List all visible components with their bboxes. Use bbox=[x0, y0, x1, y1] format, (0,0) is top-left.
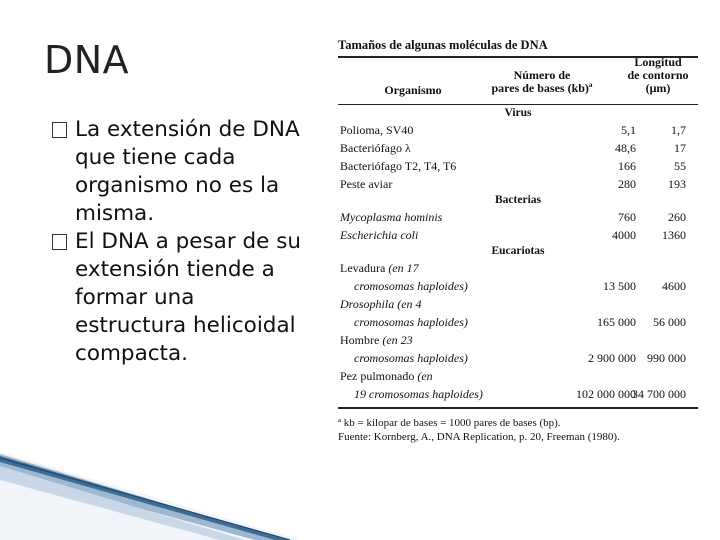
table-bottom-rule bbox=[338, 407, 698, 409]
bases-cell: 5,1 bbox=[621, 123, 636, 137]
bases-cell: 280 bbox=[618, 177, 636, 191]
table-row bbox=[338, 313, 698, 331]
table-row bbox=[338, 295, 698, 313]
table-header bbox=[338, 55, 698, 105]
length-cell: 193 bbox=[668, 177, 686, 191]
length-cell: 34 700 000 bbox=[632, 387, 686, 401]
length-cell: 260 bbox=[668, 210, 686, 224]
bullet-item bbox=[52, 228, 302, 368]
slide-title: DNA bbox=[44, 38, 130, 82]
bullet-text: La extensión de DNA que tiene cada organismo no es la misma. bbox=[75, 117, 300, 226]
header-length-line3: (μm) bbox=[645, 81, 671, 95]
organism-cell: Peste aviar bbox=[340, 177, 393, 191]
length-cell: 17 bbox=[674, 141, 686, 155]
footnote-text: ª kb = kilopar de bases = 1000 pares de bases (bp). bbox=[338, 417, 561, 429]
table-row bbox=[338, 349, 698, 367]
bases-cell: 2 900 000 bbox=[588, 351, 636, 365]
table-footnote bbox=[338, 416, 698, 444]
bases-cell: 102 000 000 bbox=[576, 387, 636, 401]
organism-cell: Bacteriófago T2, T4, T6 bbox=[340, 159, 457, 173]
header-length-line1: Longitud bbox=[634, 55, 682, 69]
bases-cell: 13 500 bbox=[603, 279, 636, 293]
table-title: Tamaños de algunas moléculas de DNA bbox=[338, 38, 698, 58]
length-cell: 1360 bbox=[662, 228, 686, 242]
source-text: Fuente: Kornberg, A., DNA Replication, p. 20, Freeman (1980). bbox=[338, 431, 620, 443]
organism-name: Hombre bbox=[340, 333, 380, 347]
group-label-eukaryotes: Eucariotas bbox=[491, 245, 545, 257]
header-length-line2: de contorno bbox=[627, 68, 689, 82]
table-row bbox=[338, 139, 698, 157]
organism-note-line2: cromosomas haploides) bbox=[354, 351, 468, 365]
table-row bbox=[338, 226, 698, 244]
header-bases-line1: Número de bbox=[513, 68, 571, 82]
organism-cell: Escherichia coli bbox=[340, 228, 419, 242]
table-row bbox=[338, 208, 698, 226]
organism-name: Levadura bbox=[340, 261, 386, 275]
organism-note: (en bbox=[414, 369, 433, 383]
length-cell: 56 000 bbox=[653, 315, 686, 329]
header-organism: Organismo bbox=[384, 83, 442, 97]
bullet-item bbox=[52, 116, 302, 228]
organism-cell: Bacteriófago λ bbox=[340, 141, 411, 155]
bullet-text: El DNA a pesar de su extensión tiende a formar una estructura helicoidal compacta. bbox=[75, 229, 302, 366]
bases-cell: 4000 bbox=[612, 228, 636, 242]
length-cell: 1,7 bbox=[671, 123, 686, 137]
header-bases-line2: pares de bases (kb)ª bbox=[491, 81, 593, 95]
length-cell: 55 bbox=[674, 159, 686, 173]
organism-note-line2: cromosomas haploides) bbox=[354, 315, 468, 329]
length-cell: 990 000 bbox=[647, 351, 686, 365]
table-row bbox=[338, 367, 698, 385]
organism-cell: Polioma, SV40 bbox=[340, 123, 414, 137]
organism-note: (en 17 bbox=[385, 261, 419, 275]
bullet-box-icon bbox=[52, 234, 67, 250]
group-label-bacteria: Bacterias bbox=[495, 194, 541, 206]
bullet-list bbox=[52, 116, 302, 368]
table-row bbox=[338, 121, 698, 139]
organism-note-line2: cromosomas haploides) bbox=[354, 279, 468, 293]
organism-note-line2: 19 cromosomas haploides) bbox=[354, 387, 483, 401]
organism-name: Drosophila bbox=[340, 297, 395, 311]
bases-cell: 165 000 bbox=[597, 315, 636, 329]
organism-note: (en 23 bbox=[379, 333, 413, 347]
bases-cell: 48,6 bbox=[615, 141, 636, 155]
group-label-virus: Virus bbox=[504, 107, 532, 119]
organism-name: Pez pulmonado bbox=[340, 369, 415, 383]
bullet-box-icon bbox=[52, 122, 67, 138]
table-row bbox=[338, 331, 698, 349]
bases-cell: 166 bbox=[618, 159, 636, 173]
organism-cell: Mycoplasma hominis bbox=[340, 210, 443, 224]
bases-cell: 760 bbox=[618, 210, 636, 224]
table-row bbox=[338, 385, 698, 403]
table-row bbox=[338, 157, 698, 175]
table-row bbox=[338, 259, 698, 277]
dna-size-table bbox=[338, 38, 698, 444]
slide-corner-decoration bbox=[0, 440, 300, 540]
organism-note: (en 4 bbox=[394, 297, 422, 311]
length-cell: 4600 bbox=[662, 279, 686, 293]
table-row bbox=[338, 277, 698, 295]
table-row bbox=[338, 175, 698, 193]
